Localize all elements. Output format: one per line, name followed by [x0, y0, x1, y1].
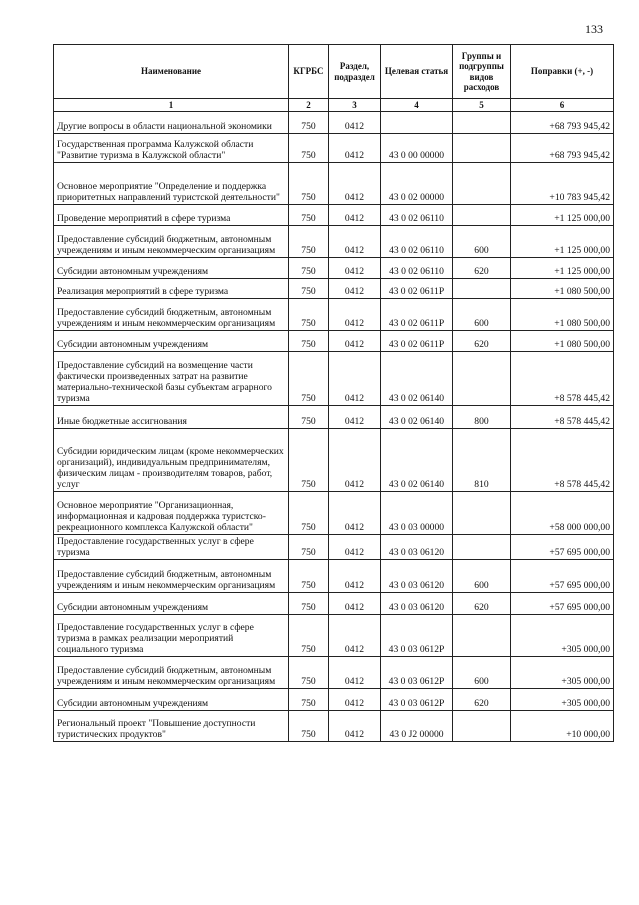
- row-kgrbs: 750: [289, 535, 329, 560]
- row-name: Субсидии автономным учреждениям: [54, 593, 289, 615]
- row-target: 43 0 03 0612Р: [381, 615, 453, 657]
- row-group: 620: [453, 689, 511, 711]
- row-section: 0412: [329, 535, 381, 560]
- row-name: Государственная программа Калужской области "Развитие туризма в Калужской области": [54, 134, 289, 163]
- column-number: 1: [54, 99, 289, 112]
- row-kgrbs: 750: [289, 560, 329, 593]
- row-target: 43 0 02 0611Р: [381, 331, 453, 352]
- row-name: Субсидии автономным учреждениям: [54, 689, 289, 711]
- row-amount: +1 125 000,00: [511, 226, 614, 258]
- column-number: 5: [453, 99, 511, 112]
- row-name: Предоставление субсидий на возмещение части фактически произведенных затрат на развитие материально-технической базы субъектам аграрного туризма: [54, 352, 289, 406]
- column-number: 2: [289, 99, 329, 112]
- row-amount: +10 000,00: [511, 711, 614, 742]
- table-row: [54, 134, 614, 163]
- row-kgrbs: 750: [289, 134, 329, 163]
- column-number: 4: [381, 99, 453, 112]
- column-number-row: [54, 99, 614, 112]
- row-section: 0412: [329, 560, 381, 593]
- table-row: [54, 711, 614, 742]
- row-amount: +305 000,00: [511, 615, 614, 657]
- row-amount: +10 783 945,42: [511, 163, 614, 205]
- row-group: [453, 711, 511, 742]
- row-group: 620: [453, 593, 511, 615]
- row-target: 43 0 02 06110: [381, 226, 453, 258]
- table-row: [54, 226, 614, 258]
- row-group: 620: [453, 258, 511, 279]
- table-row: [54, 429, 614, 492]
- row-kgrbs: 750: [289, 226, 329, 258]
- row-amount: +58 000 000,00: [511, 492, 614, 535]
- row-group: [453, 615, 511, 657]
- row-name: Другие вопросы в области национальной экономики: [54, 112, 289, 134]
- row-section: 0412: [329, 492, 381, 535]
- row-target: 43 0 00 00000: [381, 134, 453, 163]
- table-row: [54, 689, 614, 711]
- table-body: [54, 112, 614, 742]
- row-kgrbs: 750: [289, 352, 329, 406]
- row-amount: +57 695 000,00: [511, 535, 614, 560]
- row-name: Субсидии автономным учреждениям: [54, 331, 289, 352]
- row-target: 43 0 03 06120: [381, 560, 453, 593]
- table-row: [54, 352, 614, 406]
- row-kgrbs: 750: [289, 657, 329, 689]
- row-name: Предоставление субсидий бюджетным, автономным учреждениям и иным некоммерческим организациям: [54, 657, 289, 689]
- table-row: [54, 279, 614, 299]
- row-target: 43 0 02 0611Р: [381, 299, 453, 331]
- row-kgrbs: 750: [289, 331, 329, 352]
- row-name: Предоставление государственных услуг в сфере туризма в рамках реализации мероприятий социального туризма: [54, 615, 289, 657]
- row-group: [453, 352, 511, 406]
- row-target: 43 0 02 06110: [381, 258, 453, 279]
- row-amount: +1 080 500,00: [511, 331, 614, 352]
- row-name: Региональный проект "Повышение доступности туристических продуктов": [54, 711, 289, 742]
- header-section: Раздел, подраздел: [329, 45, 381, 99]
- row-group: 620: [453, 331, 511, 352]
- row-section: 0412: [329, 615, 381, 657]
- row-group: [453, 112, 511, 134]
- row-group: 600: [453, 299, 511, 331]
- header-name: Наименование: [54, 45, 289, 99]
- header-row: [54, 45, 614, 99]
- row-amount: +57 695 000,00: [511, 593, 614, 615]
- row-name: Иные бюджетные ассигнования: [54, 406, 289, 429]
- row-group: [453, 535, 511, 560]
- row-section: 0412: [329, 205, 381, 226]
- header-kgrbs: КГРБС: [289, 45, 329, 99]
- row-group: 800: [453, 406, 511, 429]
- row-amount: +1 125 000,00: [511, 205, 614, 226]
- row-kgrbs: 750: [289, 112, 329, 134]
- row-amount: +1 080 500,00: [511, 279, 614, 299]
- row-amount: +8 578 445,42: [511, 429, 614, 492]
- row-target: 43 0 02 06140: [381, 406, 453, 429]
- row-target: [381, 112, 453, 134]
- row-kgrbs: 750: [289, 205, 329, 226]
- row-section: 0412: [329, 134, 381, 163]
- row-amount: +57 695 000,00: [511, 560, 614, 593]
- row-group: 600: [453, 657, 511, 689]
- table-row: [54, 163, 614, 205]
- row-section: 0412: [329, 163, 381, 205]
- row-name: Предоставление субсидий бюджетным, автономным учреждениям и иным некоммерческим организациям: [54, 299, 289, 331]
- row-section: 0412: [329, 689, 381, 711]
- row-target: 43 0 03 0612Р: [381, 657, 453, 689]
- row-section: 0412: [329, 352, 381, 406]
- row-name: Проведение мероприятий в сфере туризма: [54, 205, 289, 226]
- row-name: Предоставление государственных услуг в сфере туризма: [54, 535, 289, 560]
- row-amount: +8 578 445,42: [511, 406, 614, 429]
- row-target: 43 0 J2 00000: [381, 711, 453, 742]
- table-row: [54, 492, 614, 535]
- row-section: 0412: [329, 112, 381, 134]
- row-section: 0412: [329, 429, 381, 492]
- row-section: 0412: [329, 226, 381, 258]
- row-group: [453, 492, 511, 535]
- row-amount: +1 080 500,00: [511, 299, 614, 331]
- budget-amendments-table: [53, 44, 614, 742]
- row-section: 0412: [329, 299, 381, 331]
- row-target: 43 0 02 06140: [381, 429, 453, 492]
- row-section: 0412: [329, 279, 381, 299]
- table-row: [54, 205, 614, 226]
- row-kgrbs: 750: [289, 258, 329, 279]
- row-amount: +68 793 945,42: [511, 112, 614, 134]
- table-row: [54, 535, 614, 560]
- row-target: 43 0 03 0612Р: [381, 689, 453, 711]
- row-kgrbs: 750: [289, 163, 329, 205]
- row-target: 43 0 03 00000: [381, 492, 453, 535]
- row-target: 43 0 03 06120: [381, 535, 453, 560]
- row-name: Основное мероприятие "Организационная, информационная и кадровая поддержка туристско-рекреационного комплекса Калужской области": [54, 492, 289, 535]
- row-name: Предоставление субсидий бюджетным, автономным учреждениям и иным некоммерческим организациям: [54, 560, 289, 593]
- row-group: [453, 134, 511, 163]
- row-kgrbs: 750: [289, 711, 329, 742]
- row-section: 0412: [329, 657, 381, 689]
- row-name: Предоставление субсидий бюджетным, автономным учреждениям и иным некоммерческим организациям: [54, 226, 289, 258]
- row-group: [453, 279, 511, 299]
- row-kgrbs: 750: [289, 593, 329, 615]
- row-section: 0412: [329, 258, 381, 279]
- header-amendments: Поправки (+, -): [511, 45, 614, 99]
- row-target: 43 0 02 00000: [381, 163, 453, 205]
- row-name: Реализация мероприятий в сфере туризма: [54, 279, 289, 299]
- column-number: 3: [329, 99, 381, 112]
- row-group: [453, 205, 511, 226]
- row-name: Субсидии юридическим лицам (кроме некоммерческих организаций), индивидуальным предпринимателям, физическим лицам - производителям товаров, работ, услуг: [54, 429, 289, 492]
- row-target: 43 0 03 06120: [381, 593, 453, 615]
- row-kgrbs: 750: [289, 689, 329, 711]
- row-section: 0412: [329, 331, 381, 352]
- row-amount: +8 578 445,42: [511, 352, 614, 406]
- header-groups: Группы и подгруппы видов расходов: [453, 45, 511, 99]
- header-target: Целевая статья: [381, 45, 453, 99]
- table-row: [54, 299, 614, 331]
- row-amount: +68 793 945,42: [511, 134, 614, 163]
- column-number: 6: [511, 99, 614, 112]
- row-section: 0412: [329, 593, 381, 615]
- row-group: 810: [453, 429, 511, 492]
- row-group: 600: [453, 226, 511, 258]
- table-row: [54, 406, 614, 429]
- row-target: 43 0 02 06140: [381, 352, 453, 406]
- page-number: 133: [585, 22, 603, 36]
- row-target: 43 0 02 0611Р: [381, 279, 453, 299]
- row-amount: +305 000,00: [511, 657, 614, 689]
- row-kgrbs: 750: [289, 615, 329, 657]
- row-kgrbs: 750: [289, 406, 329, 429]
- table-row: [54, 593, 614, 615]
- row-kgrbs: 750: [289, 299, 329, 331]
- table-row: [54, 112, 614, 134]
- row-group: 600: [453, 560, 511, 593]
- table-row: [54, 331, 614, 352]
- row-name: Субсидии автономным учреждениям: [54, 258, 289, 279]
- row-kgrbs: 750: [289, 492, 329, 535]
- row-section: 0412: [329, 711, 381, 742]
- row-target: 43 0 02 06110: [381, 205, 453, 226]
- row-amount: +305 000,00: [511, 689, 614, 711]
- table-row: [54, 560, 614, 593]
- table-row: [54, 615, 614, 657]
- row-name: Основное мероприятие "Определение и поддержка приоритетных направлений туристской деятельности": [54, 163, 289, 205]
- row-section: 0412: [329, 406, 381, 429]
- row-group: [453, 163, 511, 205]
- row-kgrbs: 750: [289, 429, 329, 492]
- row-kgrbs: 750: [289, 279, 329, 299]
- table-row: [54, 657, 614, 689]
- table-row: [54, 258, 614, 279]
- row-amount: +1 125 000,00: [511, 258, 614, 279]
